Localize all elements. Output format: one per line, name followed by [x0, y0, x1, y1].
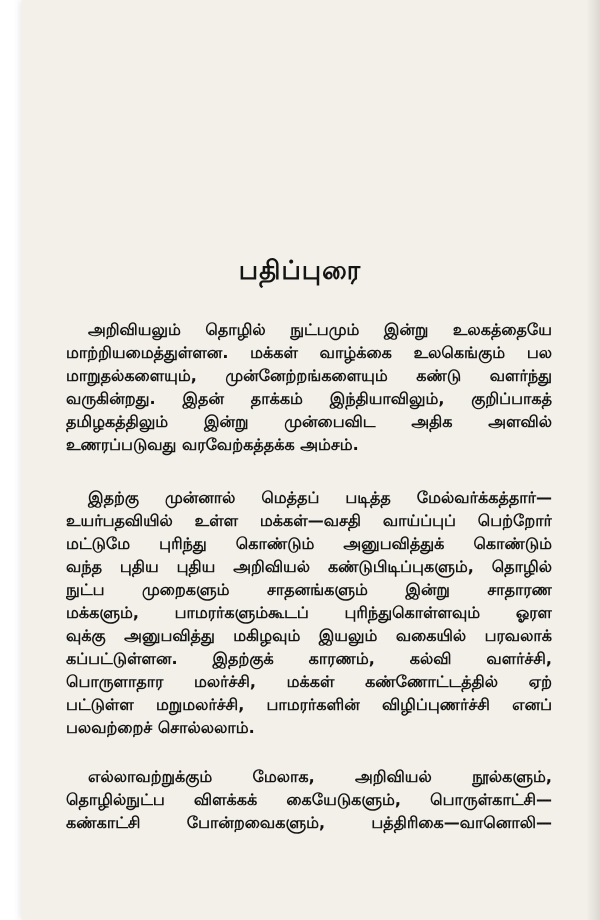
text-line: வந்த புதிய புதிய அறிவியல் கண்டுபிடிப்புகளும், தொழில்	[66, 557, 552, 576]
text-line: மக்களும், பாமரர்களும்கூடப் புரிந்துகொள்ளவும் ஓரள	[66, 603, 552, 622]
text-line: மட்டுமே புரிந்து கொண்டும் அனுபவித்துக் கொண்டும்	[66, 534, 552, 553]
text-line: அறிவியலும் தொழில் நுட்பமும் இன்று உலகத்தையே	[88, 320, 552, 339]
text-line: இதற்கு முன்னால் மெத்தப் படித்த மேல்வர்க்கத்தார்—	[88, 488, 552, 507]
text-line: எல்லாவற்றுக்கும் மேலாக, அறிவியல் நூல்களும்,	[88, 767, 552, 786]
text-line: கப்பட்டுள்ளன. இதற்குக் காரணம், கல்வி வளர்ச்சி,	[66, 649, 552, 668]
text-line: பட்டுள்ள மறுமலர்ச்சி, பாமரர்களின் விழிப்புணர்ச்சி எனப்	[66, 695, 552, 714]
paper-shadow-edge	[586, 0, 600, 920]
paragraph-1	[66, 318, 552, 456]
text-line: தொழில்நுட்ப விளக்கக் கையேடுகளும், பொருள்காட்சி—	[66, 790, 552, 809]
text-line: நுட்ப முறைகளும் சாதனங்களும் இன்று சாதாரண	[66, 580, 552, 599]
text-line: மாற்றியமைத்துள்ளன. மக்கள் வாழ்க்கை உலகெங்கும் பல	[66, 343, 552, 362]
paragraph-2	[66, 486, 552, 739]
text-line: பொருளாதார மலர்ச்சி, மக்கள் கண்ணோட்டத்தில் ஏற்	[66, 672, 552, 691]
text-line: உயர்பதவியில் உள்ள மக்கள்—வசதி வாய்ப்புப் பெற்றோர்	[66, 511, 552, 530]
paragraph-3	[66, 765, 552, 834]
text-line: வருகின்றது. இதன் தாக்கம் இந்தியாவிலும், குறிப்பாகத்	[66, 389, 552, 408]
page-title: பதிப்புரை	[238, 256, 362, 286]
text-line: வுக்கு அனுபவித்து மகிழவும் இயலும் வகையில் பரவலாக்	[66, 626, 552, 645]
text-line: கண்காட்சி போன்றவைகளும், பத்திரிகை—வானொலி—	[66, 813, 552, 832]
text-line: உணரப்படுவது வரவேற்கத்தக்க அம்சம்.	[66, 435, 359, 454]
text-line: மாறுதல்களையும், முன்னேற்றங்களையும் கண்டு வளர்ந்து	[66, 366, 552, 385]
text-line: பலவற்றைச் சொல்லலாம்.	[66, 718, 255, 737]
text-line: தமிழகத்திலும் இன்று முன்பைவிட அதிக அளவில்	[66, 412, 552, 431]
